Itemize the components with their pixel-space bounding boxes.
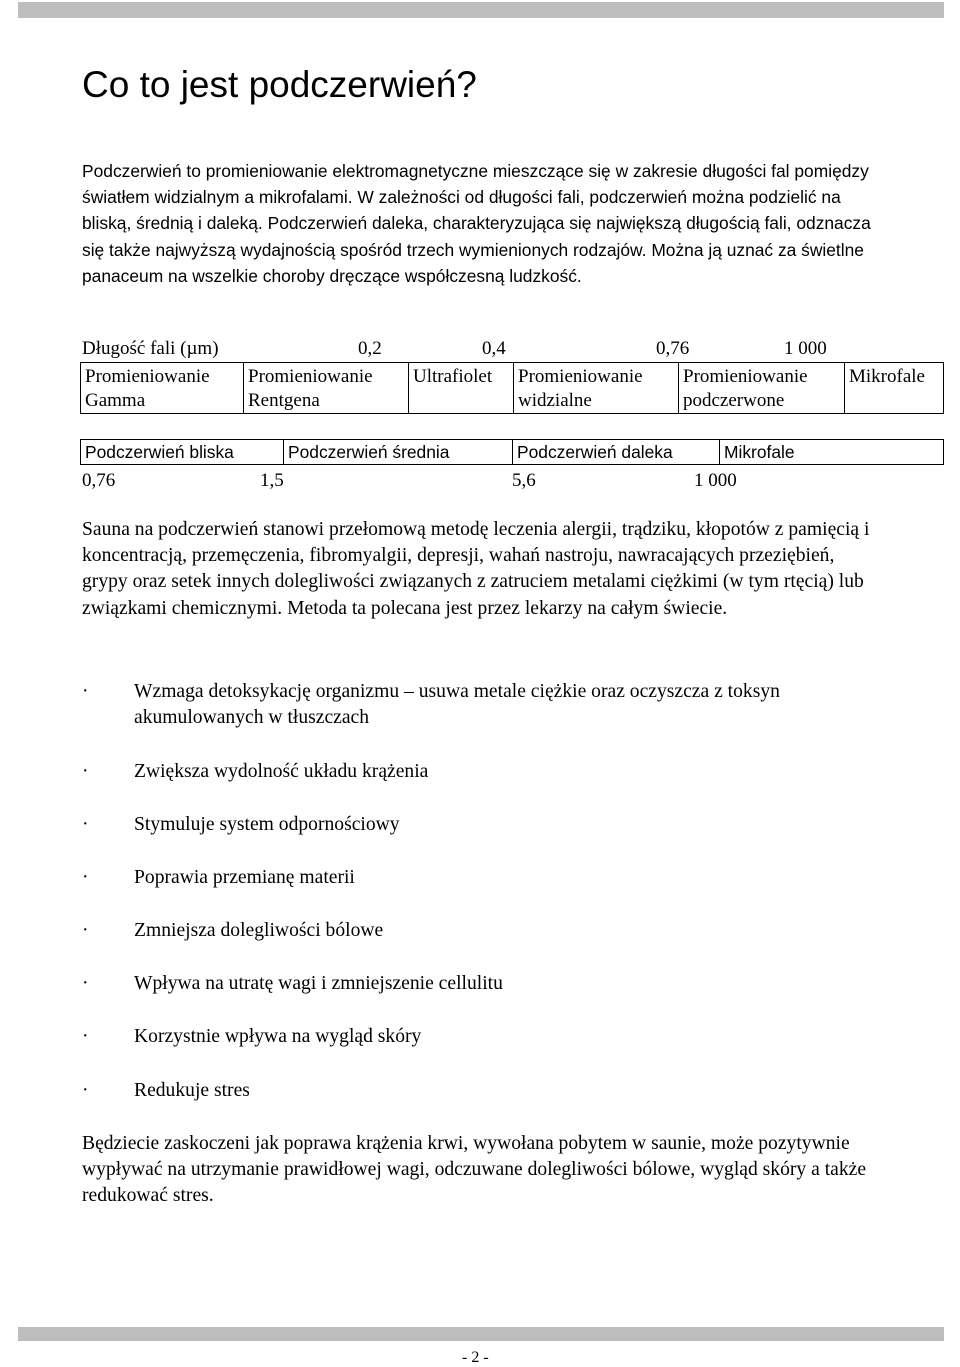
bullet-icon: · — [82, 1080, 89, 1101]
list-item-text: Wzmaga detoksykację organizmu – usuwa metale ciężkie oraz oczyszcza z toksyn akumulowanych w tłuszczach — [134, 681, 780, 729]
ir-wavelength: 1,5 — [260, 470, 284, 491]
spectrum-cell-microwave — [845, 363, 944, 414]
spectrum-wavelength: 1 000 — [784, 338, 827, 359]
bullet-icon: · — [82, 920, 89, 941]
header-bar — [18, 2, 944, 18]
sauna-paragraph: Sauna na podczerwień stanowi przełomową metodę leczenia alergii, trądziku, kłopotów z pamięcią i koncentracją, przemęczenia, fibromyalgii, depresji, wahań nastroju, nawracających przeziębień, grypy oraz setek innych dolegliwości związanych z zatruciem metalami ciężkimi (w tym rtęcią) lub związkami chemicznymi. Metoda ta polecana jest przez lekarzy na całym świecie. — [82, 519, 870, 619]
cell-text: Promieniowanie — [683, 366, 808, 387]
ir-cell-microwave: Mikrofale — [720, 440, 944, 465]
closing-paragraph: Będziecie zaskoczeni jak poprawa krążenia krwi, wywołana pobytem w saunie, może pozytywnie wypływać na utrzymanie prawidłowej wagi, odczuwane dolegliwości bólowe, wygląd skóry a także redukować stres. — [82, 1133, 867, 1207]
cell-text: Ultrafiolet — [413, 366, 493, 387]
list-item-text: Zwiększa wydolność układu krążenia — [134, 761, 429, 782]
bullet-icon: · — [82, 1026, 89, 1047]
list-item-text: Poprawia przemianę materii — [134, 867, 355, 888]
list-item-text: Stymuluje system odpornościowy — [134, 814, 400, 835]
cell-text: Promieniowanie — [518, 366, 643, 387]
ir-cell-mid: Podczerwień średnia — [284, 440, 513, 465]
list-item-text: Redukuje stres — [134, 1080, 250, 1101]
footer-bar — [18, 1327, 944, 1341]
spectrum-wavelength: 0,76 — [656, 338, 690, 359]
ir-wavelength: 5,6 — [512, 470, 536, 491]
page-title: Co to jest podczerwień? — [82, 64, 477, 105]
list-item-text: Wpływa na utratę wagi i zmniejszenie cellulitu — [134, 973, 503, 994]
cell-text: podczerwone — [683, 390, 785, 411]
list-item-text: Zmniejsza dolegliwości bólowe — [134, 920, 384, 941]
ir-cell-near: Podczerwień bliska — [81, 440, 284, 465]
bullet-icon: · — [82, 814, 89, 835]
spectrum-wavelength: 0,2 — [358, 338, 382, 359]
list-item-text: Korzystnie wpływa na wygląd skóry — [134, 1026, 422, 1047]
intro-paragraph: Podczerwień to promieniowanie elektromagnetyczne mieszczące się w zakresie długości fal pomiędzy światłem widzialnym a mikrofalami. W zależności od długości fali, podczerwień można podzielić na bliską, średnią i daleką. Podczerwień daleka, charakteryzująca się największą długością fali, odznacza się także najwyższą wydajnością spośród trzech wymienionych rodzajów. Można ją uznać za świetlne panaceum na wszelkie choroby dręczące współczesną ludzkość. — [82, 161, 871, 286]
bullet-icon: · — [82, 867, 89, 888]
cell-text: widzialne — [518, 390, 592, 411]
ir-wavelength: 1 000 — [694, 470, 737, 491]
bullet-icon: · — [82, 681, 89, 702]
cell-text: Rentgena — [248, 390, 320, 411]
table-row — [81, 440, 944, 465]
ir-wavelength: 0,76 — [82, 470, 116, 491]
spectrum-cell-xray — [244, 363, 409, 414]
cell-text: Promieniowanie — [85, 366, 210, 387]
spectrum-table — [80, 362, 944, 414]
spectrum-cell-infrared — [679, 363, 845, 414]
ir-cell-far: Podczerwień daleka — [513, 440, 720, 465]
bullet-icon: · — [82, 761, 89, 782]
cell-text: Gamma — [85, 390, 146, 411]
page-number: - 2 - — [462, 1349, 489, 1366]
table-row — [81, 363, 944, 414]
spectrum-wavelength: 0,4 — [482, 338, 506, 359]
spectrum-cell-gamma — [81, 363, 244, 414]
cell-text: Mikrofale — [849, 366, 925, 387]
cell-text: Promieniowanie — [248, 366, 373, 387]
spectrum-cell-uv — [409, 363, 514, 414]
bullet-icon: · — [82, 973, 89, 994]
infrared-table — [80, 439, 944, 465]
wavelength-label: Długość fali (µm) — [82, 338, 219, 359]
spectrum-cell-visible — [514, 363, 679, 414]
